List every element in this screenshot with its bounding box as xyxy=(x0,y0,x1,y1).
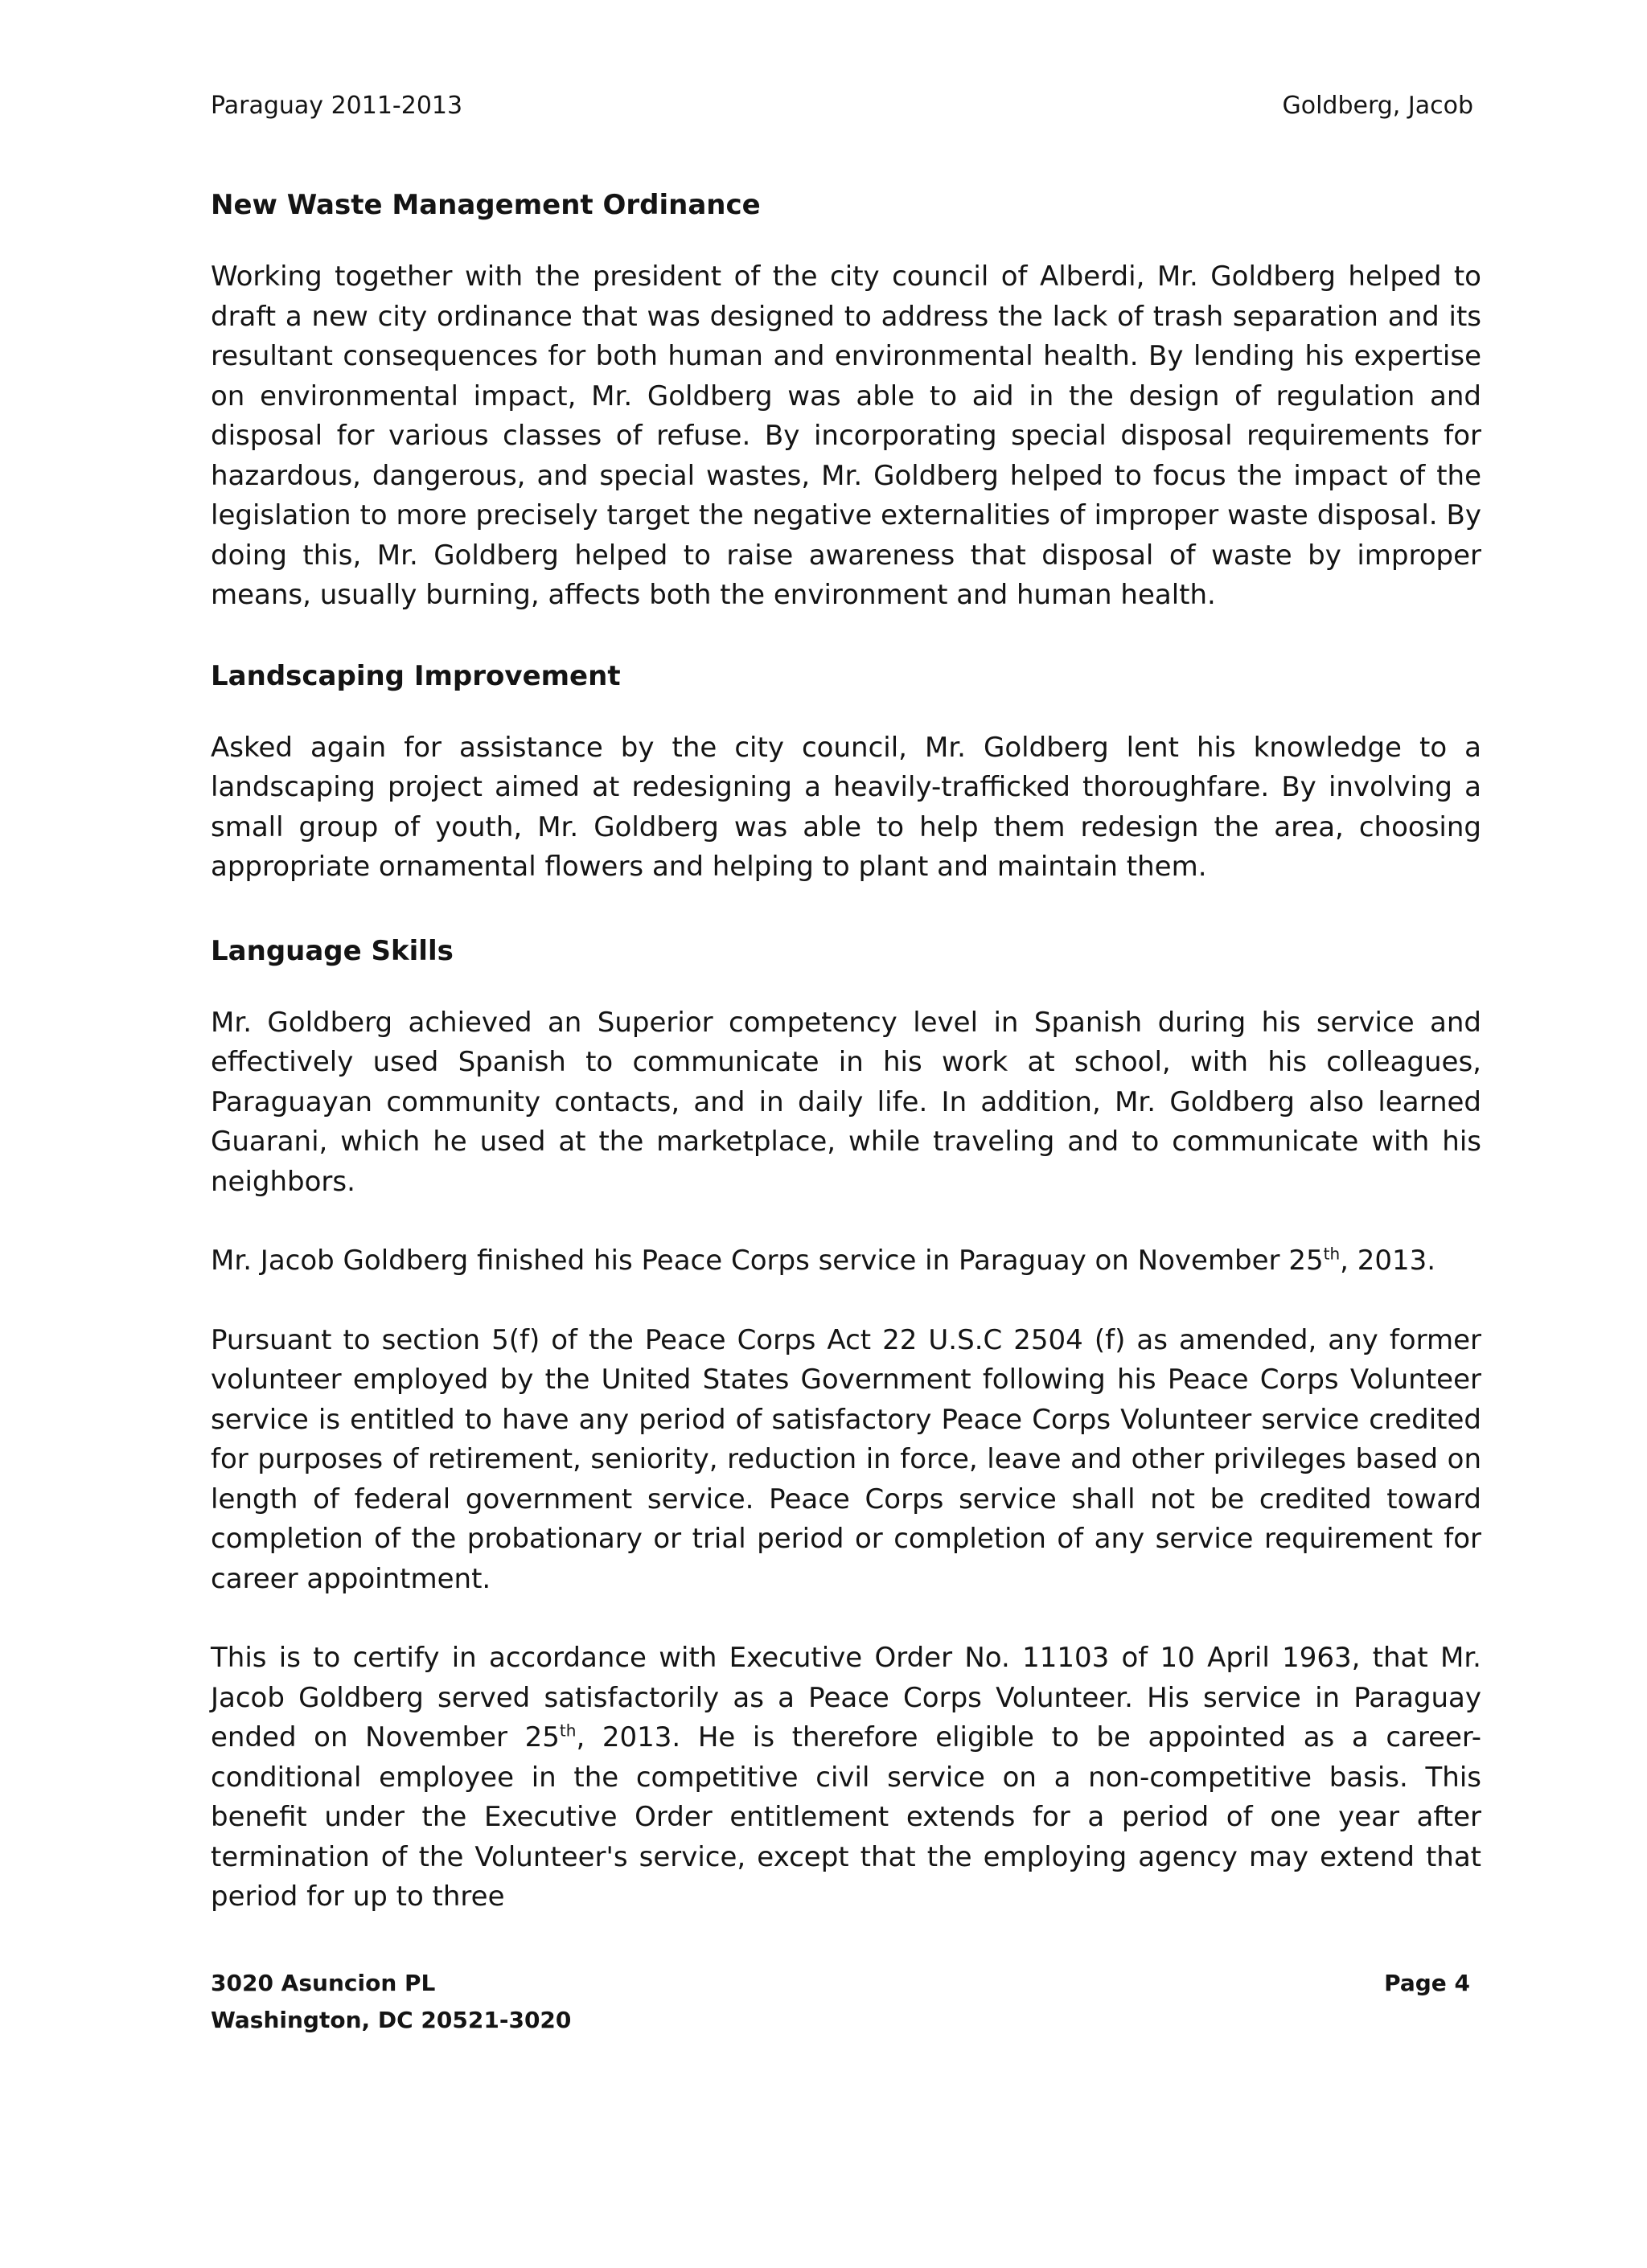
heading-language-skills: Language Skills xyxy=(211,934,454,967)
certify-ordinal-suffix: th xyxy=(559,1720,577,1741)
document-body xyxy=(211,187,1481,1917)
paragraph-landscaping: Asked again for assistance by the city council, Mr. Goldberg lent his knowledge to a landscaping project aimed at redesigning a heavily-trafficked thoroughfare. By involving a small group of youth, Mr. Goldberg was able to help them redesign the area, choosing appropriate ornamental flowers and helping to plant and maintain them. xyxy=(211,731,1481,883)
finish-text: Mr. Jacob Goldberg finished his Peace Corps service in Paraguay on November 25 xyxy=(211,1245,1324,1277)
paragraph-waste-ordinance: Working together with the president of the city council of Alberdi, Mr. Goldberg helped to draft a new city ordinance that was designed to address the lack of trash separation and its resultant consequences for both human and environmental health. By lending his expertise on environmental impact, Mr. Goldberg was able to aid in the design of regulation and disposal for various classes of refuse. By incorporating special disposal requirements for hazardous, dangerous, and special wastes, Mr. Goldberg helped to focus the impact of the legislation to more precisely target the negative externalities of improper waste disposal. By doing this, Mr. Goldberg helped to raise awareness that disposal of waste by improper means, usually burning, affects both the environment and human health. xyxy=(211,260,1481,611)
paragraph-service-finished xyxy=(211,1241,1481,1282)
paragraph-language-skills: Mr. Goldberg achieved an Superior competency level in Spanish during his service and effectively used Spanish to communicate in his work at school, with his colleagues, Paraguayan community contacts, and in daily life. In addition, Mr. Goldberg also learned Guarani, which he used at the marketplace, while traveling and to communicate with his neighbors. xyxy=(211,1006,1481,1198)
paragraph-certification xyxy=(211,1638,1481,1917)
finish-ordinal-suffix: th xyxy=(1323,1244,1341,1264)
footer-page-number: Page 4 xyxy=(1384,1970,1470,1996)
finish-year: , 2013. xyxy=(1340,1245,1436,1277)
header-volunteer-name: Goldberg, Jacob xyxy=(1282,92,1473,120)
header-country-dates: Paraguay 2011-2013 xyxy=(211,92,463,120)
footer-address xyxy=(211,1965,571,2039)
footer-address-line2: Washington, DC 20521-3020 xyxy=(211,2007,572,2033)
heading-landscaping: Landscaping Improvement xyxy=(211,659,621,692)
footer-address-line1: 3020 Asuncion PL xyxy=(211,1970,436,1996)
certify-text: This is to certify in accordance with Executive Order No. 11103 of 10 April 1963, that Mr. Jacob Goldberg served satisfactorily as a Peace Corps Volunteer. His service in Paraguay ended on November 25 xyxy=(211,1642,1481,1753)
paragraph-pursuant-section: Pursuant to section 5(f) of the Peace Corps Act 22 U.S.C 2504 (f) as amended, any former volunteer employed by the United States Government following his Peace Corps Volunteer service is entitled to have any period of satisfactory Peace Corps Volunteer service credited for purposes of retirement, seniority, reduction in force, leave and other privileges based on length of federal government service. Peace Corps service shall not be credited toward completion of the probationary or trial period or completion of any service requirement for career appointment. xyxy=(211,1323,1481,1595)
certify-continuation: , 2013. He is therefore eligible to be appointed as a career-conditional employee in the competitive civil service on a non-competitive basis. This benefit under the Executive Order entitlement extends for a period of one year after termination of the Volunteer's service, except that the employing agency may extend that period for up to three xyxy=(211,1721,1481,1913)
heading-waste-ordinance: New Waste Management Ordinance xyxy=(211,189,761,221)
